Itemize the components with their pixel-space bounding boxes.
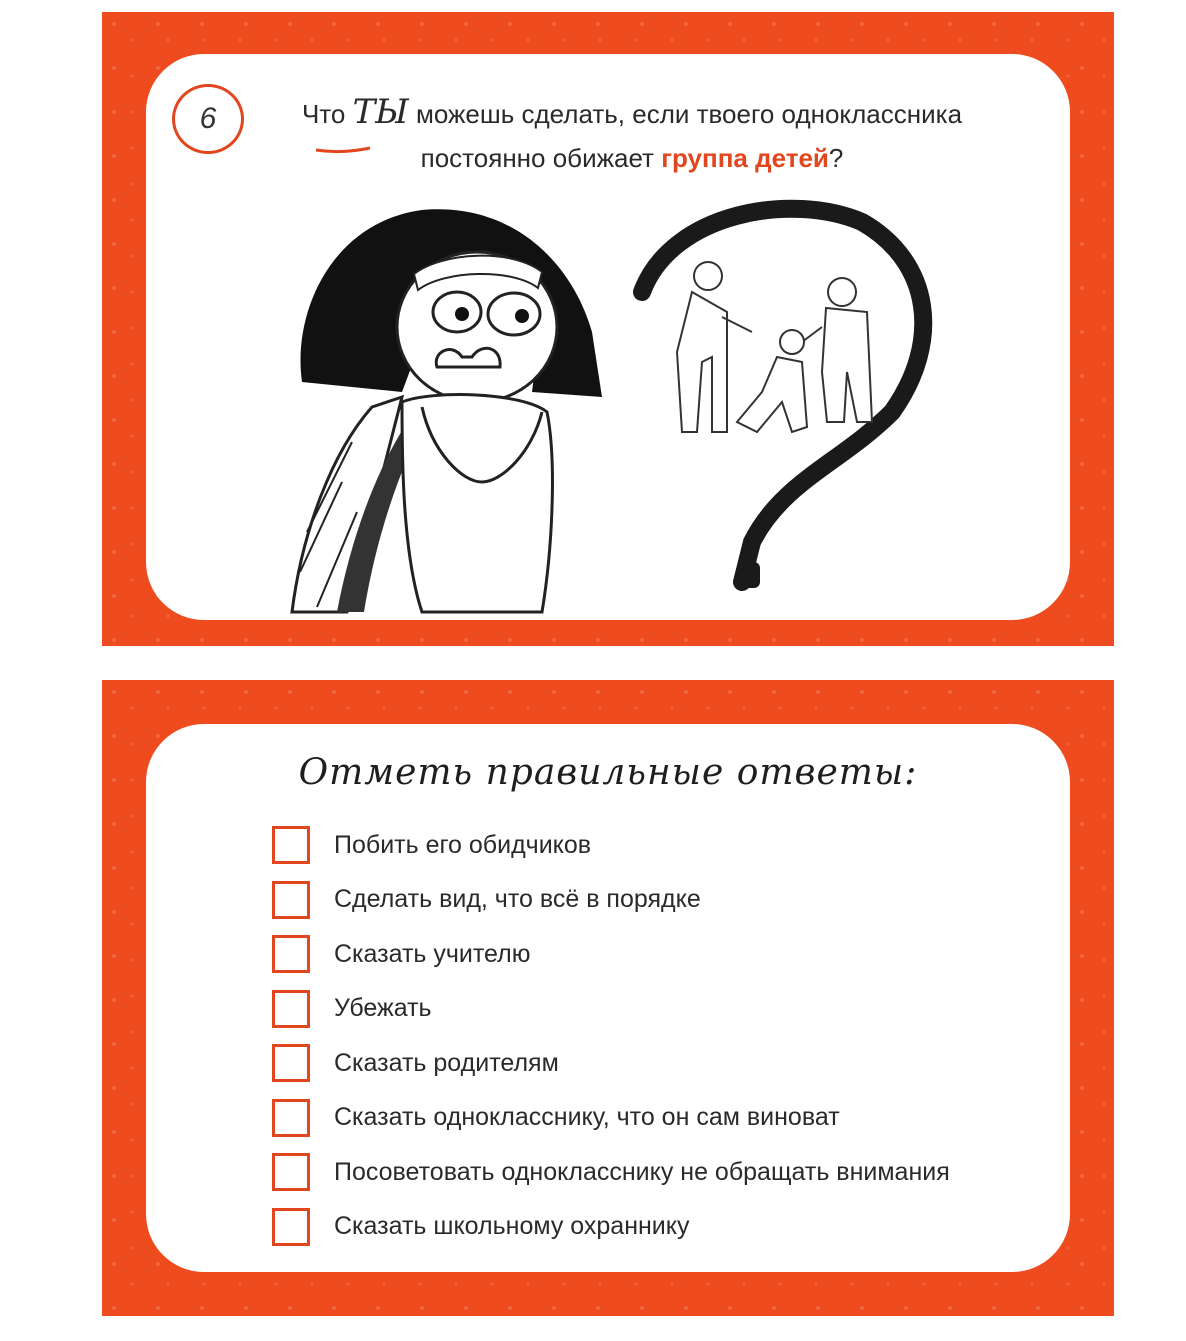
- question-emphasis: ТЫ: [352, 92, 409, 132]
- question-number: 6: [199, 102, 217, 135]
- answer-checkbox[interactable]: [272, 1099, 310, 1137]
- answer-label: Сказать школьному охраннику: [334, 1212, 690, 1241]
- answer-checkbox[interactable]: [272, 1208, 310, 1246]
- answer-label: Сказать учителю: [334, 939, 531, 968]
- answer-option[interactable]: [272, 982, 950, 1037]
- answer-label: Посоветовать однокласснику не обращать внимания: [334, 1157, 950, 1186]
- answer-checkbox[interactable]: [272, 935, 310, 973]
- question-highlight: группа детей: [661, 143, 829, 173]
- answers-card: [102, 680, 1114, 1316]
- question-card: [102, 12, 1114, 646]
- bullying-scene-illustration-icon: [677, 262, 872, 432]
- answer-option[interactable]: [272, 873, 950, 928]
- answer-label: Сделать вид, что всё в порядке: [334, 885, 701, 914]
- answer-option[interactable]: [272, 1036, 950, 1091]
- answer-label: Побить его обидчиков: [334, 830, 592, 859]
- question-part-3: постоянно обижает: [420, 143, 654, 173]
- question-part-2: можешь сделать, если твоего одноклассника: [415, 99, 963, 129]
- worried-girl-illustration-icon: [292, 209, 602, 612]
- answer-option[interactable]: [272, 1145, 950, 1200]
- illustration: [102, 12, 1114, 646]
- answer-option[interactable]: [272, 927, 950, 982]
- answer-option[interactable]: [272, 818, 950, 873]
- answer-checkbox[interactable]: [272, 1153, 310, 1191]
- answer-label: Убежать: [334, 994, 432, 1023]
- answer-label: Сказать родителям: [334, 1048, 559, 1077]
- answer-checkbox[interactable]: [272, 990, 310, 1028]
- answer-checkbox[interactable]: [272, 1044, 310, 1082]
- question-part-1: Что: [301, 99, 346, 129]
- answer-option[interactable]: [272, 1091, 950, 1146]
- answer-option[interactable]: [272, 1200, 950, 1255]
- emphasis-underline-icon: [316, 148, 370, 152]
- answer-checkbox[interactable]: [272, 881, 310, 919]
- answer-checkbox[interactable]: [272, 826, 310, 864]
- answer-options-list: [272, 818, 950, 1254]
- answer-label: Сказать однокласснику, что он сам виноват: [334, 1103, 840, 1132]
- question-end: ?: [828, 143, 844, 173]
- answers-heading: Отметь правильные ответы:: [298, 752, 918, 793]
